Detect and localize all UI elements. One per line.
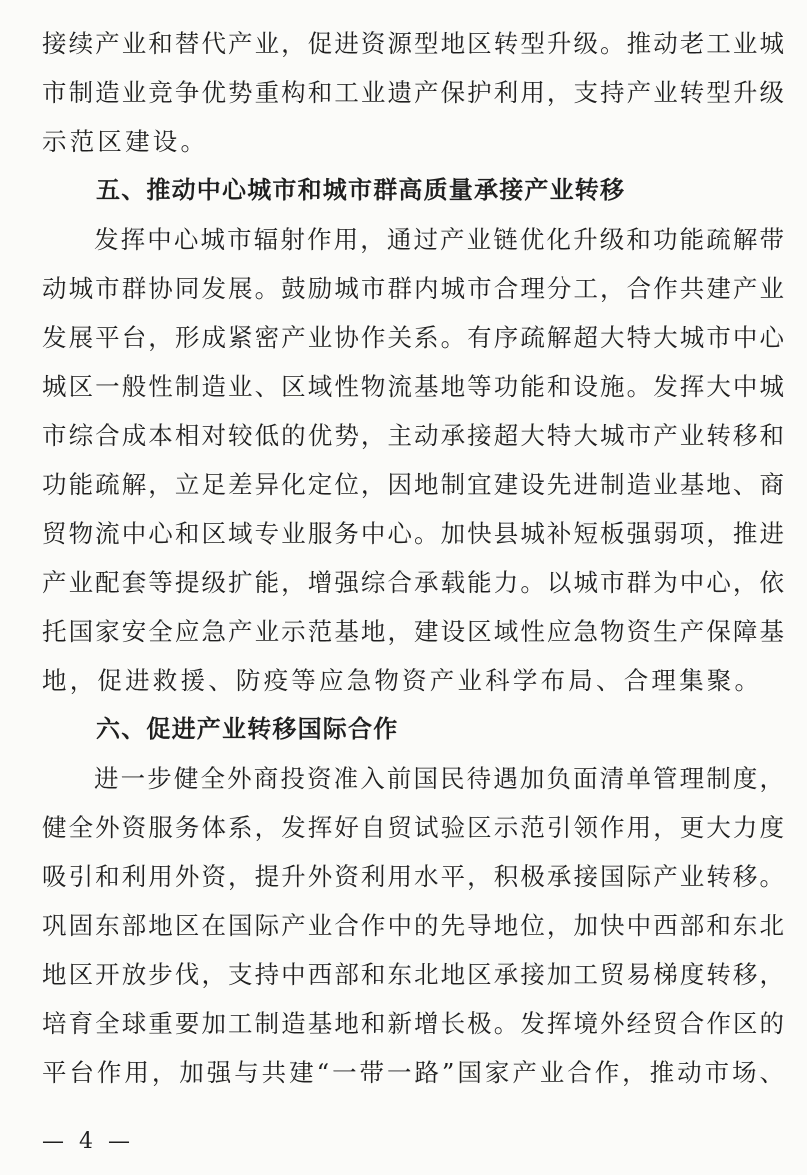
section-5-heading: 五、推动中心城市和城市群高质量承接产业转移 (96, 176, 626, 204)
paragraph-line: 功能疏解，立足差异化定位，因地制宜建设先进制造业基地、商 (42, 470, 784, 499)
paragraph-line: 贸物流中心和区域专业服务中心。加快县城补短板强弱项，推进 (42, 519, 784, 548)
paragraph-line: 进一步健全外商投资准入前国民待遇加负面清单管理制度， (94, 764, 784, 793)
paragraph-line: 健全外资服务体系，发挥好自贸试验区示范引领作用，更大力度 (42, 813, 784, 842)
paragraph-line: 动城市群协同发展。鼓励城市群内城市合理分工，合作共建产业 (42, 274, 784, 303)
paragraph-line: 示范区建设。 (42, 127, 209, 156)
paragraph-line: 产业配套等提级扩能，增强综合承载能力。以城市群为中心，依 (42, 568, 784, 597)
paragraph-line: 地，促进救援、防疫等应急物资产业科学布局、合理集聚。 (42, 666, 763, 695)
page-number: — 4 — (42, 1129, 134, 1154)
paragraph-line: 平台作用，加强与共建“一带一路”国家产业合作，推动市场、 (42, 1058, 784, 1087)
section-6-heading: 六、促进产业转移国际合作 (96, 715, 399, 743)
paragraph-line: 培育全球重要加工制造基地和新增长极。发挥境外经贸合作区的 (42, 1009, 784, 1038)
section-5-paragraph (42, 215, 784, 705)
paragraph-line: 发展平台，形成紧密产业协作关系。有序疏解超大特大城市中心 (42, 323, 784, 352)
paragraph-line: 托国家安全应急产业示范基地，建设区域性应急物资生产保障基 (42, 617, 784, 646)
paragraph-line: 市制造业竞争优势重构和工业遗产保护利用，支持产业转型升级 (42, 78, 784, 107)
paragraph-line: 地区开放步伐，支持中西部和东北地区承接加工贸易梯度转移， (42, 960, 784, 989)
paragraph-line: 城区一般性制造业、区域性物流基地等功能和设施。发挥大中城 (42, 372, 784, 401)
section-6-paragraph (42, 754, 784, 1097)
intro-paragraph (42, 19, 784, 166)
paragraph-line: 市综合成本相对较低的优势，主动承接超大特大城市产业转移和 (42, 421, 784, 450)
paragraph-line: 巩固东部地区在国际产业合作中的先导地位，加快中西部和东北 (42, 911, 784, 940)
paragraph-line: 接续产业和替代产业，促进资源型地区转型升级。推动老工业城 (42, 29, 784, 58)
paragraph-line: 吸引和利用外资，提升外资利用水平，积极承接国际产业转移。 (42, 862, 784, 891)
paragraph-line: 发挥中心城市辐射作用，通过产业链优化升级和功能疏解带 (94, 225, 784, 254)
